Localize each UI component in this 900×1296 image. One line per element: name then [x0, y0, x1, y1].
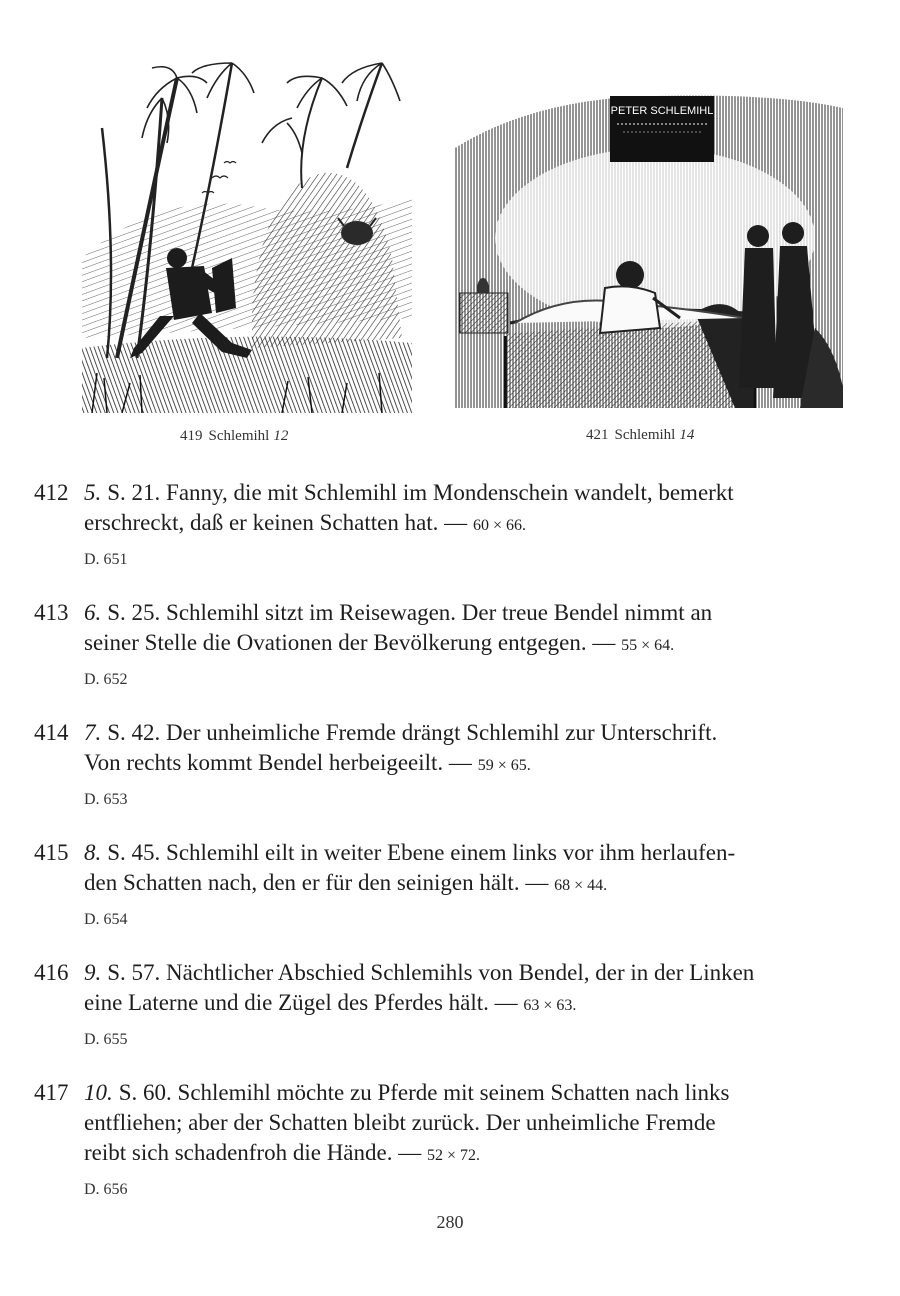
entry-text-line: S. 42. Der unheimliche Fremde drängt Schlemihl zur Unterschrift. — [107, 720, 718, 745]
entry-number: 414 — [34, 720, 69, 745]
entry-reference: D. 652 — [84, 671, 128, 688]
entry-text-line: den Schatten nach, den er für den seinigen hält. — — [84, 870, 549, 895]
sign-text: PETER SCHLEMIHL — [610, 105, 714, 117]
entry-text-line: seiner Stelle die Ovationen der Bevölkerung entgegen. — — [84, 630, 616, 655]
entry-text-line: erschreckt, daß er keinen Schatten hat. — — [84, 510, 468, 535]
entry-dimensions: 55 × 64. — [621, 637, 675, 654]
entry-text-line: S. 60. Schlemihl möchte zu Pferde mit seinem Schatten nach links — [118, 1080, 730, 1105]
entry-text-line: entfliehen; aber der Schatten bleibt zurück. Der unheimliche Fremde — [84, 1110, 716, 1135]
figure-caption — [180, 428, 288, 445]
entry-reference: D. 655 — [84, 1031, 128, 1048]
catalog-entry — [34, 1078, 846, 1201]
catalog-entry — [34, 958, 846, 1051]
entry-number: 417 — [34, 1080, 69, 1105]
entry-plate: 9. — [84, 960, 102, 985]
entry-plate: 6. — [84, 600, 102, 625]
entry-text-line: S. 57. Nächtlicher Abschied Schlemihls von Bendel, der in der Linken — [107, 960, 755, 985]
entry-plate: 10. — [84, 1080, 113, 1105]
figure-caption — [586, 427, 694, 444]
entry-number: 413 — [34, 600, 69, 625]
entry-reference: D. 653 — [84, 791, 128, 808]
entry-text-line: eine Laterne und die Zügel des Pferdes hält. — — [84, 990, 518, 1015]
figure-caption-title: Schlemihl — [614, 427, 676, 443]
figure-caption-plate: 14 — [679, 427, 695, 443]
page-number: 280 — [436, 1212, 464, 1232]
figure-caption-number: 419 — [180, 428, 203, 444]
entry-reference: D. 651 — [84, 551, 128, 568]
entry-plate: 7. — [84, 720, 102, 745]
etching-landscape-icon — [82, 58, 412, 413]
figure-caption-title: Schlemihl — [208, 428, 270, 444]
entry-dimensions: 68 × 44. — [554, 877, 608, 894]
entry-number: 416 — [34, 960, 69, 985]
entry-number: 412 — [34, 480, 69, 505]
entry-dimensions: 59 × 65. — [477, 757, 531, 774]
entry-number: 415 — [34, 840, 69, 865]
entry-text-line: S. 45. Schlemihl eilt in weiter Ebene einem links vor ihm herlaufen- — [107, 840, 736, 865]
entry-reference: D. 654 — [84, 911, 128, 928]
etching-interior-icon — [455, 88, 843, 408]
entry-text-line: S. 25. Schlemihl sitzt im Reisewagen. Der treue Bendel nimmt an — [107, 600, 713, 625]
entry-text-line: S. 21. Fanny, die mit Schlemihl im Mondenschein wandelt, bemerkt — [107, 480, 734, 505]
catalog-entry — [34, 718, 846, 811]
figure-421 — [455, 88, 843, 408]
figure-caption-plate: 12 — [273, 428, 289, 444]
catalog-entry — [34, 478, 846, 571]
entry-dimensions: 63 × 63. — [523, 997, 577, 1014]
catalog-entry — [34, 598, 846, 691]
entry-plate: 5. — [84, 480, 102, 505]
entry-text-line: reibt sich schadenfroh die Hände. — — [84, 1140, 422, 1165]
entry-dimensions: 60 × 66. — [472, 517, 526, 534]
entry-reference: D. 656 — [84, 1181, 128, 1198]
entry-plate: 8. — [84, 840, 102, 865]
entry-text-line: Von rechts kommt Bendel herbeigeeilt. — — [84, 750, 472, 775]
entry-dimensions: 52 × 72. — [426, 1147, 480, 1164]
figure-419 — [82, 58, 412, 413]
figure-caption-number: 421 — [586, 427, 609, 443]
catalog-entry — [34, 838, 846, 931]
